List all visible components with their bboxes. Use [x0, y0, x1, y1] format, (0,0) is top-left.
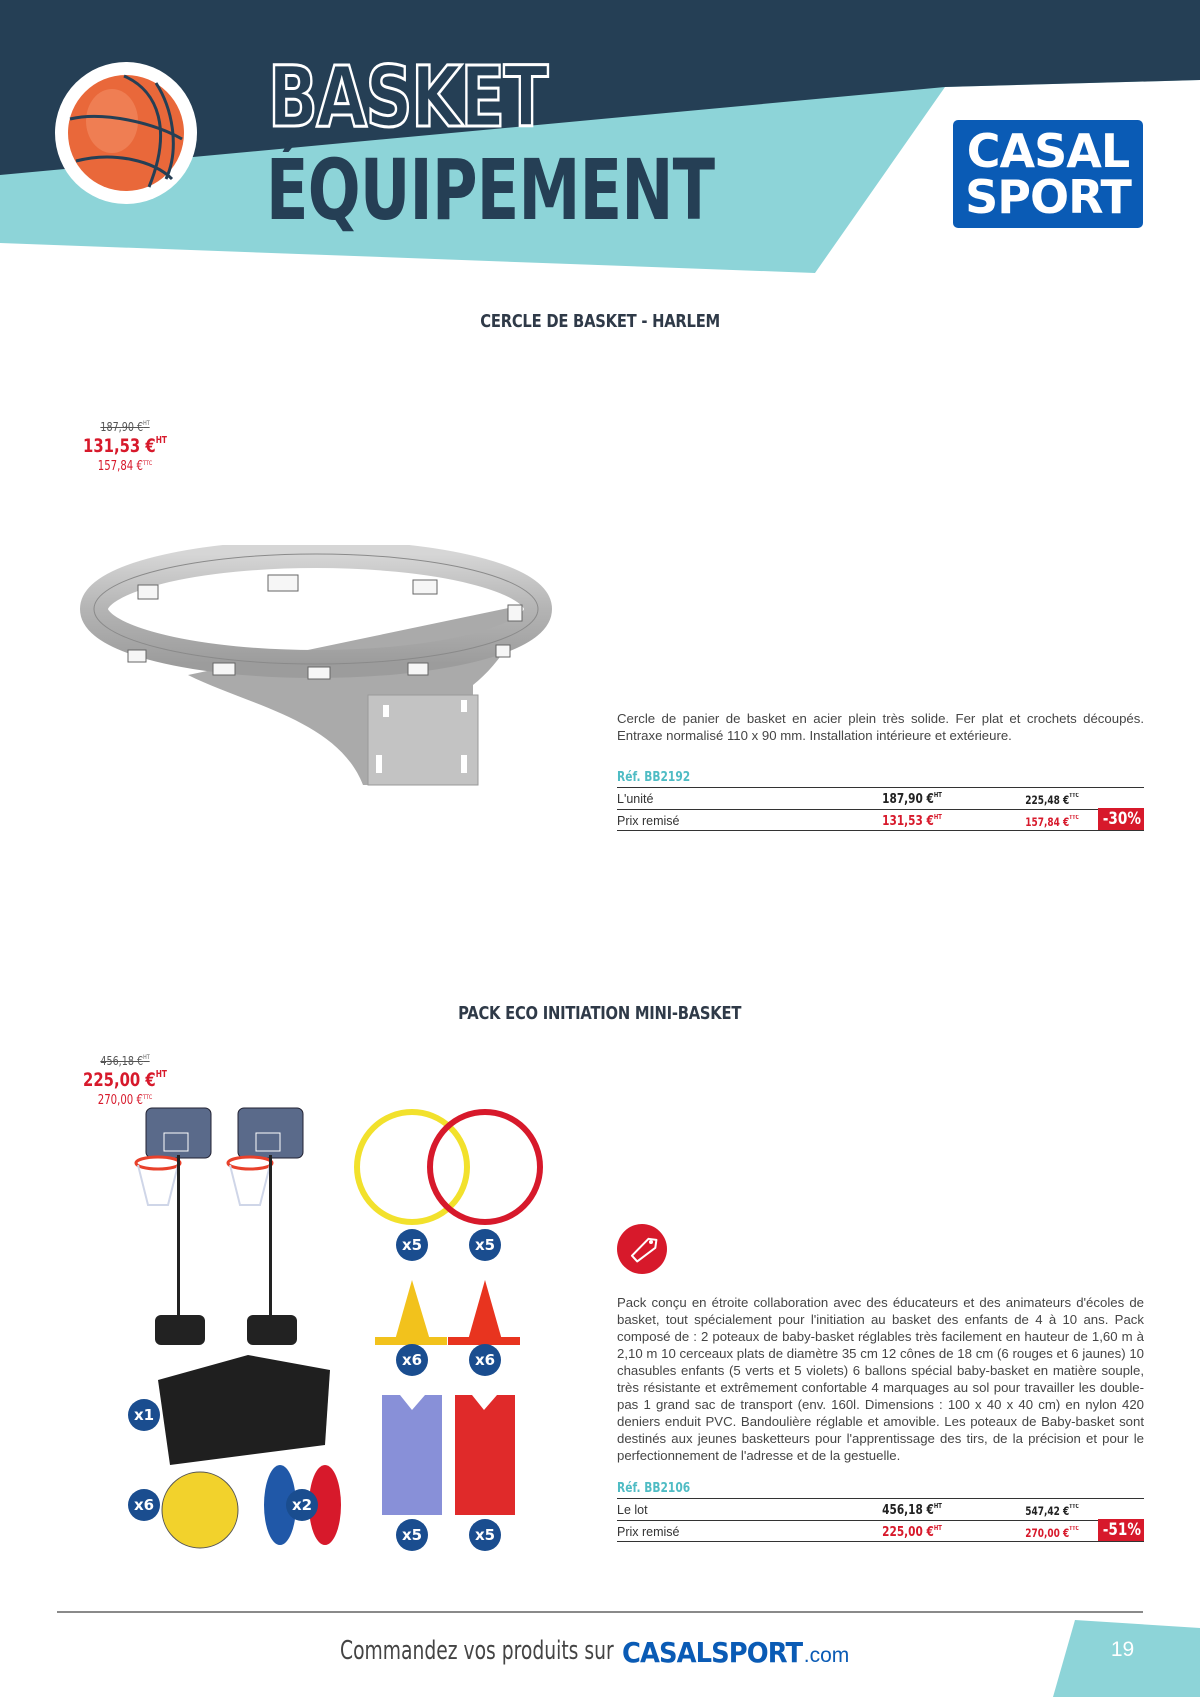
product-reference: Réf. BB2106	[617, 1481, 691, 1496]
new-price: 225,00 €$^{HT}$	[83, 1069, 167, 1091]
ttc-price: 270,00 €$^{TTC}$	[97, 1093, 153, 1108]
price-table	[617, 1479, 1144, 1542]
logo-line1: CASAL	[966, 124, 1130, 178]
page-title-line1: BASKET	[268, 48, 547, 146]
svg-text:x5: x5	[474, 1236, 496, 1254]
page-title-line2: ÉQUIPEMENT	[266, 141, 715, 239]
old-price: 187,90 €$^{HT}$	[100, 420, 150, 434]
svg-text:x6: x6	[474, 1351, 496, 1369]
svg-text:x5: x5	[401, 1526, 423, 1544]
footer-divider	[57, 1611, 1143, 1613]
price-row: Le lot 456,18 €$^{HT}$ 547,42 €$^{TTC}$	[617, 1498, 1144, 1520]
basketball-icon	[54, 61, 198, 205]
casal-sport-logo	[953, 120, 1143, 228]
price-table	[617, 768, 1144, 831]
product-reference: Réf. BB2192	[617, 770, 691, 785]
website-link[interactable]: CASALSPORT.com	[622, 1636, 850, 1669]
ttc-price: 157,84 €$^{TTC}$	[97, 459, 153, 474]
svg-text:x6: x6	[401, 1351, 423, 1369]
price-row: L'unité 187,90 €$^{HT}$ 225,48 €$^{TTC}$	[617, 787, 1144, 809]
svg-text:x5: x5	[401, 1236, 423, 1254]
product-title: PACK ECO INITIATION MINI-BASKET	[458, 1003, 742, 1024]
discounted-price-row: Prix remisé 131,53 €$^{HT}$ 157,84 €$^{TTC}$ -30%	[617, 809, 1144, 831]
mini-basket-pack-image	[120, 1105, 560, 1555]
price-tag-icon	[617, 1224, 667, 1274]
svg-text:x5: x5	[474, 1526, 496, 1544]
discounted-price-row: Prix remisé 225,00 €$^{HT}$ 270,00 €$^{TTC}$ -51%	[617, 1520, 1144, 1542]
svg-text:x2: x2	[291, 1496, 313, 1514]
footer-order-text: Commandez vos produits sur	[340, 1636, 614, 1666]
price-tag	[70, 1054, 180, 1108]
page-number: 19	[1110, 1638, 1135, 1661]
product-description: Pack conçu en étroite collaboration avec des éducateurs et des animateurs d'écoles de basket, tout spécialement pour l'initiation au basket des enfants de 4 à 10 ans. Pack composé de : 2 poteaux de baby-basket réglables très facilement en hauteur de 1,60 m à 2,10 m 10 cerceaux plats de diamètre 35 cm 12 cônes de 18 cm (6 rouges et 6 jaunes) 10 chasubles enfants (5 verts et 5 violets) 6 ballons spécial baby-basket en matière souple, très résistante et extrêmement confortable 4 marquages au sol pour travailler les double-pas 1 grand sac de transport (env. 160l. Dimensions : 100 x 40 x 40 cm) en nylon 420 deniers enduit PVC. Bandoulière réglable et amovible. Les poteaux de Baby-basket sont destinés aux jeunes basketteurs pour l'apprentissage des tirs, de la précision et pour le perfectionnement de l'adresse et de la gestuelle.	[617, 1295, 1144, 1463]
product-description: Cercle de panier de basket en acier plein très solide. Fer plat et crochets découpés. Entraxe normalisé 110 x 90 mm. Installation intérieure et extérieure.	[617, 711, 1144, 743]
logo-line2: SPORT	[965, 170, 1131, 224]
new-price: 131,53 €$^{HT}$	[83, 435, 167, 457]
price-tag	[70, 420, 180, 474]
discount-badge: -30%	[1098, 808, 1144, 830]
discount-badge: -51%	[1098, 1519, 1144, 1541]
basketball-hoop-ring-image	[78, 545, 558, 790]
svg-text:x1: x1	[133, 1406, 155, 1424]
svg-text:x6: x6	[133, 1496, 155, 1514]
old-price: 456,18 €$^{HT}$	[100, 1054, 150, 1068]
product-title: CERCLE DE BASKET - HARLEM	[480, 311, 720, 332]
